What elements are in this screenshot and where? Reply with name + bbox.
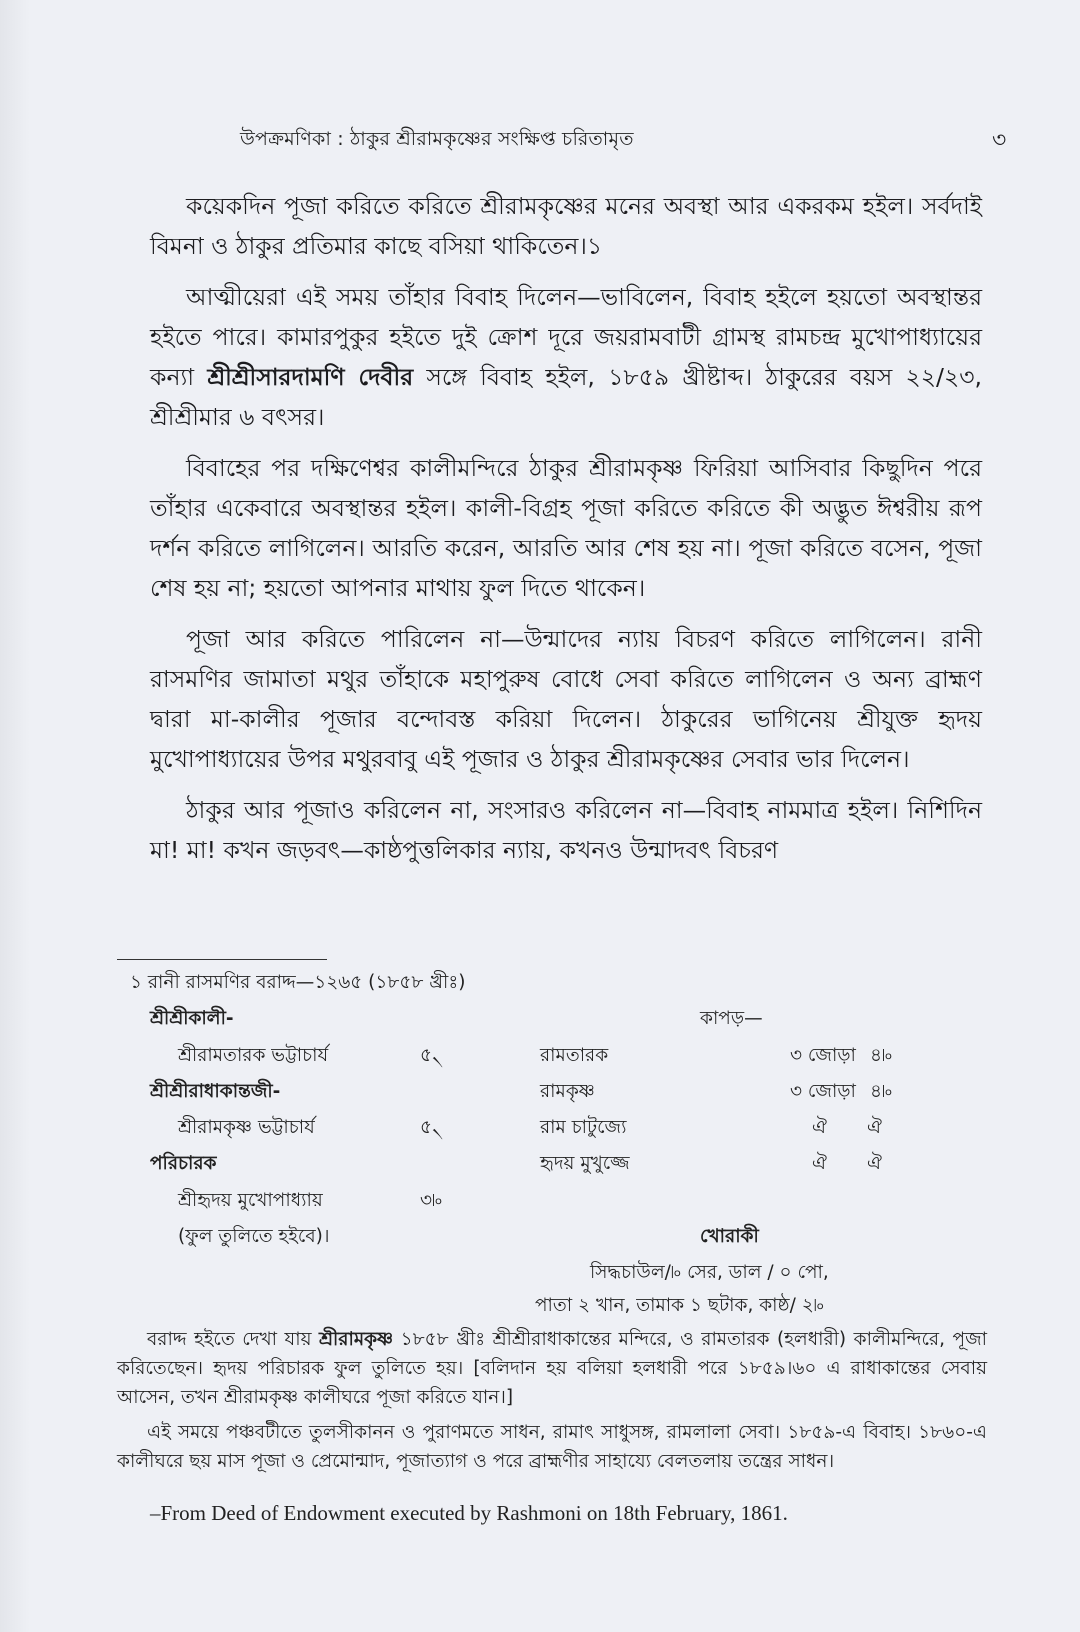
allocation-hriday-amount: ৩৷৹ <box>420 1190 443 1211</box>
food-heading: খোরাকী <box>700 1226 759 1247</box>
food-line-1: সিদ্ধচাউল/৷৹ সের, ডাল / ০ পো, <box>590 1262 829 1283</box>
cloth-qty: ৩ জোড়া <box>790 1045 856 1066</box>
paragraph-1: কয়েকদিন পূজা করিতে করিতে শ্রীরামকৃষ্ণের মনের অবস্থা আর একরকম হইল। সর্বদাই বিমনা ও ঠাকুর প্রতিমার কাছে বসিয়া থাকিতেন।১ <box>150 192 982 260</box>
allocation-radhakanta: শ্রীশ্রীরাধাকান্তজী- <box>150 1081 281 1102</box>
allocation-hriday-note: (ফুল তুলিতে হইবে)। <box>178 1226 330 1247</box>
footnote-note-2: এই সময়ে পঞ্চবটীতে তুলসীকানন ও পুরাণমতে সাধন, রামাৎ সাধুসঙ্গ, রামলালা সেবা। ১৮৫৯-এ বিবাহ। ১৮৬০-এ কালীঘরে ছয় মাস পূজা ও প্রেমোন্মাদ, পূজাত্যাগ ও পরে ব্রাহ্মণীর সাহায্যে বেলতলায় তন্ত্রের সাধন। <box>117 1422 987 1472</box>
cloth-qty: ঐ <box>812 1153 827 1174</box>
cloth-qty: ৩ জোড়া <box>790 1081 856 1102</box>
allocation-attendant: পরিচারক <box>150 1153 217 1174</box>
cloth-name: হৃদয় মুখুজ্জে <box>540 1153 630 1174</box>
cloth-name: রামতারক <box>540 1045 609 1066</box>
allocation-ramtarak-amount: ৫৲ <box>420 1045 444 1066</box>
footnote-heading: ১ রানী রাসমণির বরাদ্দ—১২৬৫ (১৮৫৮ খ্রীঃ) <box>130 972 466 993</box>
cloth-name: রামকৃষ্ণ <box>540 1081 595 1102</box>
cloth-heading: কাপড়— <box>700 1008 763 1029</box>
paragraph-5: ঠাকুর আর পূজাও করিলেন না, সংসারও করিলেন না—বিবাহ নামমাত্র হইল। নিশিদিন মা! মা! কখন জড়বৎ—কাষ্ঠপুত্তলিকার ন্যায়, কখনও উন্মাদবৎ বিচরণ <box>150 796 982 864</box>
main-text <box>150 186 982 881</box>
paragraph-4: পূজা আর করিতে পারিলেন না—উন্মাদের ন্যায় বিচরণ করিতে লাগিলেন। রানী রাসমণির জামাতা মথুর তাঁহাকে মহাপুরুষ বোধে সেবা করিতে লাগিলেন ও অন্য ব্রাহ্মণ দ্বারা মা-কালীর পূজার বন্দোবস্ত করিয়া দিলেন। ঠাকুরের ভাগিনেয় শ্রীযুক্ত হৃদয় মুখোপাধ্যায়ের উপর মথুরবাবু এই পূজার ও ঠাকুর শ্রীরামকৃষ্ণের সেবার ভার দিলেন। <box>150 625 982 773</box>
paragraph-3: বিবাহের পর দক্ষিণেশ্বর কালীমন্দিরে ঠাকুর শ্রীরামকৃষ্ণ ফিরিয়া আসিবার কিছুদিন পরে তাঁহার একেবারে অবস্থান্তর হইল। কালী-বিগ্রহ পূজা করিতে করিতে কী অদ্ভুত ঈশ্বরীয় রূপ দর্শন করিতে লাগিলেন। আরতি করেন, আরতি আর শেষ হয় না। পূজা করিতে বসেন, পূজা শেষ হয় না; হয়তো আপনার মাথায় ফুল দিতে থাকেন। <box>150 454 982 602</box>
chapter-title: উপক্রমণিকা : ঠাকুর শ্রীরামকৃষ্ণের সংক্ষিপ্ত চরিতামৃত <box>240 128 634 150</box>
cloth-price: ৪৷৹ <box>870 1045 893 1066</box>
allocation-hriday: শ্রীহৃদয় মুখোপাধ্যায় <box>178 1190 323 1211</box>
running-header <box>150 125 1010 157</box>
page-number: ৩ <box>992 128 1007 153</box>
footnote-divider <box>117 959 327 960</box>
cloth-price: ঐ <box>867 1153 882 1174</box>
allocation-ramakrishna-amount: ৫৲ <box>420 1117 444 1138</box>
source-credit: –From Deed of Endowment executed by Rashmoni on 18th February, 1861. <box>150 1501 788 1525</box>
cloth-name: রাম চাটুজ্যে <box>540 1117 627 1138</box>
paragraph-2: আত্মীয়েরা এই সময় তাঁহার বিবাহ দিলেন—ভাবিলেন, বিবাহ হইলে হয়তো অবস্থান্তর হইতে পারে। কামারপুকুর হইতে দুই ক্রোশ দূরে জয়রামবাটী গ্রামস্থ রামচন্দ্র মুখোপাধ্যায়ের কন্যা শ্রীশ্রীসারদামণি দেবীর সঙ্গে বিবাহ হইল, ১৮৫৯ খ্রীষ্টাব্দ। ঠাকুরের বয়স ২২/২৩, শ্রীশ্রীমার ৬ বৎসর। <box>150 283 982 431</box>
bold-name-sarada: শ্রীশ্রীসারদামণি দেবীর <box>207 363 414 391</box>
food-line-2: পাতা ২ খান, তামাক ১ ছটাক, কাষ্ঠ/ ২৷৹ <box>535 1295 825 1316</box>
cloth-price: ৪৷৹ <box>870 1081 893 1102</box>
allocation-kali: শ্রীশ্রীকালী- <box>150 1008 234 1029</box>
cloth-price: ঐ <box>867 1117 882 1138</box>
footnote-note-1: বরাদ্দ হইতে দেখা যায় শ্রীরামকৃষ্ণ ১৮৫৮ খ্রীঃ শ্রীশ্রীরাধাকান্তের মন্দিরে, ও রামতারক (হলধারী) কালীমন্দিরে, পূজা করিতেছেন। হৃদয় পরিচারক ফুল তুলিতে হয়। [বলিদান হয় বলিয়া হলধারী পরে ১৮৫৯।৬০ এ রাধাকান্তের সেবায় আসেন, তখন শ্রীরামকৃষ্ণ কালীঘরে পূজা করিতে যান।] <box>117 1329 987 1408</box>
cloth-qty: ঐ <box>812 1117 827 1138</box>
allocation-ramtarak: শ্রীরামতারক ভট্টাচার্য <box>178 1045 329 1066</box>
allocation-ramakrishna: শ্রীরামকৃষ্ণ ভট্টাচার্য <box>178 1117 315 1138</box>
